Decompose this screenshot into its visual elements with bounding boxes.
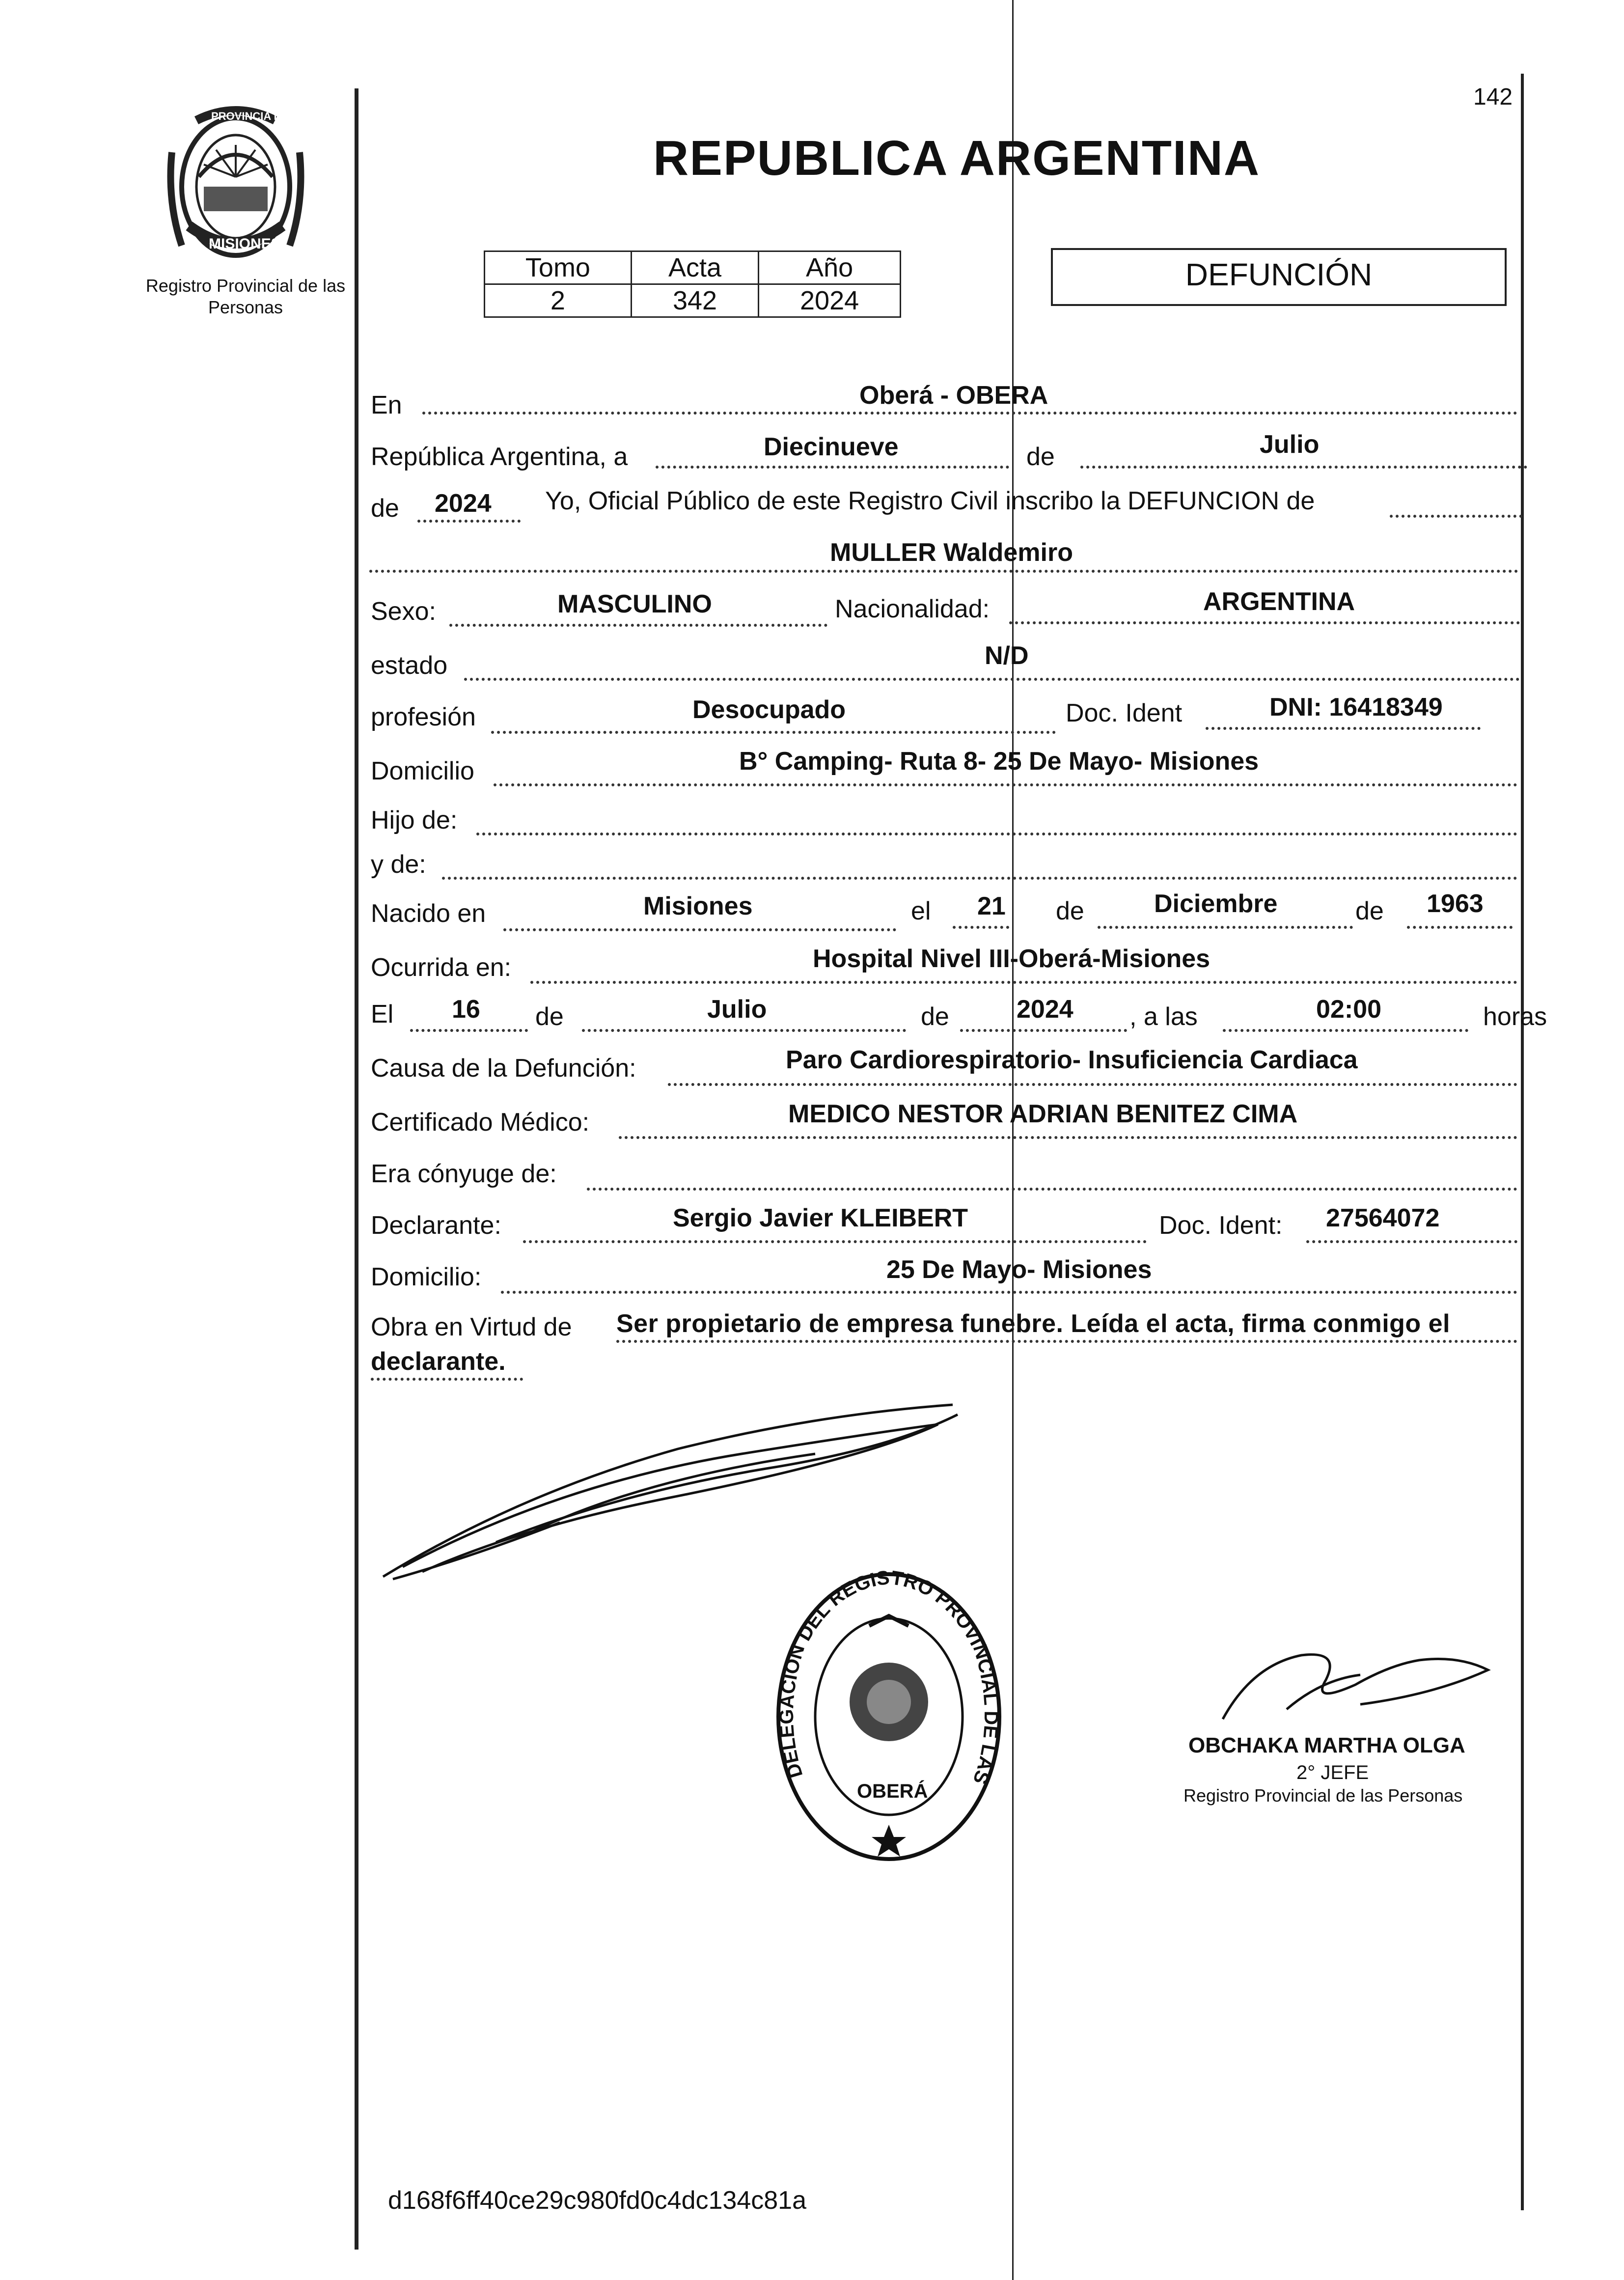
domicilio-dotted-line <box>494 783 1517 786</box>
conyuge-dotted-line <box>587 1188 1517 1191</box>
ocurrida-value: Hospital Nivel III-Oberá-Misiones <box>813 945 1211 973</box>
causa-label: Causa de la Defunción: <box>371 1054 636 1083</box>
obra-value-line1: Ser propietario de empresa funebre. Leída el acta, firma conmigo el <box>616 1309 1451 1338</box>
birth-day-dotted-line <box>953 926 1009 929</box>
nacionalidad-value: ARGENTINA <box>1203 587 1355 616</box>
domicilio-label: Domicilio <box>371 757 474 785</box>
nacionalidad-dotted-line <box>1009 621 1520 624</box>
conyuge-label: Era cónyuge de: <box>371 1160 557 1188</box>
en-dotted-line <box>422 412 1517 415</box>
anio-value: 2024 <box>759 284 901 317</box>
declarant-signature <box>373 1395 963 1591</box>
horas-label: horas <box>1483 1002 1547 1031</box>
republica-label: República Argentina, a <box>371 443 628 471</box>
obra-dotted-line-2 <box>371 1378 523 1381</box>
acta-value: 342 <box>631 284 758 317</box>
center-fold-line <box>1012 0 1014 2280</box>
profesion-label: profesión <box>371 703 476 731</box>
hijo-label: Hijo de: <box>371 806 458 834</box>
ocurrida-label: Ocurrida en: <box>371 953 512 982</box>
official-signature <box>1213 1636 1508 1734</box>
death-time: 02:00 <box>1316 995 1381 1024</box>
death-day-dotted-line <box>410 1029 528 1032</box>
el-label-2: El <box>371 1000 394 1029</box>
birth-year: 1963 <box>1427 890 1484 918</box>
estado-label: estado <box>371 651 448 680</box>
official-name: OBCHAKA MARTHA OLGA <box>1188 1733 1465 1757</box>
nacionalidad-label: Nacionalidad: <box>835 595 990 623</box>
declarante-label: Declarante: <box>371 1211 501 1240</box>
decl-domicilio-dotted-line <box>501 1291 1517 1294</box>
causa-dotted-line <box>668 1083 1517 1086</box>
deceased-name: MULLER Waldemiro <box>830 538 1073 567</box>
doc-value: DNI: 16418349 <box>1269 693 1443 722</box>
record-number-table <box>484 250 901 318</box>
record-type-box: DEFUNCIÓN <box>1051 248 1507 306</box>
year-value: 2024 <box>435 489 492 518</box>
nacido-value: Misiones <box>643 892 753 920</box>
left-border-line <box>355 88 358 2250</box>
decl-doc-dotted-line <box>1306 1240 1517 1243</box>
birth-month: Diciembre <box>1154 890 1278 918</box>
profesion-value: Desocupado <box>692 695 846 724</box>
certificado-label: Certificado Médico: <box>371 1108 590 1137</box>
certificado-dotted-line <box>619 1136 1517 1139</box>
page-title: REPUBLICA ARGENTINA <box>653 131 1261 186</box>
ocurrida-dotted-line <box>530 981 1517 984</box>
day-value: Diecinueve <box>764 433 899 461</box>
doc-label: Doc. Ident <box>1066 699 1183 727</box>
doc-dotted-line <box>1206 727 1481 730</box>
decl-domicilio-value: 25 De Mayo- Misiones <box>886 1255 1152 1284</box>
death-time-dotted-line <box>1223 1029 1468 1032</box>
registry-round-seal <box>773 1569 1004 1864</box>
month-dotted-line <box>1080 466 1527 469</box>
alas-label: , a las <box>1129 1002 1198 1031</box>
decl-doc-value: 27564072 <box>1326 1204 1440 1232</box>
obra-value-line2: declarante. <box>371 1347 506 1376</box>
death-month-dotted-line <box>582 1029 906 1032</box>
logo-text-top: PROVINCIA DE <box>211 110 289 122</box>
birth-day: 21 <box>977 892 1006 920</box>
declarante-dotted-line <box>523 1240 1147 1243</box>
document-hash: d168f6ff40ce29c980fd0c4dc134c81a <box>388 2186 807 2215</box>
inscribo-text: Yo, Oficial Público de este Registro Civil inscribo la DEFUNCION de <box>545 487 1315 515</box>
page-number: 142 <box>1473 84 1513 110</box>
year-label: de <box>371 494 399 523</box>
nacido-label: Nacido en <box>371 899 486 928</box>
estado-dotted-line <box>464 678 1520 681</box>
death-day: 16 <box>452 995 480 1024</box>
profesion-dotted-line <box>491 731 1056 734</box>
yde-label: y de: <box>371 850 426 879</box>
estado-value: N/D <box>985 641 1029 670</box>
seal-ring-text: DELEGACION DEL REGISTRO PROVINCIAL DE LAS <box>775 1569 1002 1787</box>
day-dotted-line <box>656 466 1009 469</box>
official-office: Registro Provincial de las Personas <box>1184 1785 1463 1806</box>
decl-doc-label: Doc. Ident: <box>1159 1211 1283 1240</box>
birth-year-dotted-line <box>1407 926 1513 929</box>
domicilio-value: B° Camping- Ruta 8- 25 De Mayo- Misiones <box>739 747 1259 776</box>
yde-dotted-line <box>442 877 1517 880</box>
anio-header: Año <box>759 251 901 284</box>
en-label: En <box>371 391 402 419</box>
causa-value: Paro Cardiorespiratorio- Insuficiencia Cardiaca <box>786 1046 1358 1074</box>
decl-domicilio-label: Domicilio: <box>371 1263 482 1291</box>
month-value: Julio <box>1260 430 1320 459</box>
inscribo-dotted-line <box>1390 515 1522 518</box>
death-month: Julio <box>707 995 767 1024</box>
de-label-5: de <box>921 1002 949 1031</box>
sexo-value: MASCULINO <box>557 590 712 618</box>
el-label: el <box>911 897 931 925</box>
death-year-dotted-line <box>960 1029 1127 1032</box>
hijo-dotted-line <box>476 833 1517 835</box>
registry-label: Registro Provincial de las Personas <box>145 276 346 317</box>
right-border-line <box>1521 74 1524 2210</box>
logo-text-bottom: MISIONES <box>209 236 281 252</box>
misiones-coat-of-arms <box>162 103 309 265</box>
de-label-4: de <box>535 1002 564 1031</box>
de-label-3: de <box>1355 897 1384 925</box>
obra-label: Obra en Virtud de <box>371 1313 572 1341</box>
seal-city: OBERÁ <box>857 1780 928 1802</box>
birth-month-dotted-line <box>1098 926 1353 929</box>
official-role: 2° JEFE <box>1296 1762 1369 1783</box>
en-value: Oberá - OBERA <box>859 381 1048 410</box>
declarante-value: Sergio Javier KLEIBERT <box>673 1204 968 1232</box>
sexo-dotted-line <box>449 624 827 627</box>
year-dotted-line <box>417 520 521 523</box>
obra-dotted-line-1 <box>616 1340 1517 1343</box>
name-dotted-line <box>369 570 1518 573</box>
nacido-dotted-line <box>503 928 896 931</box>
tomo-header: Tomo <box>485 251 632 284</box>
certificado-value: MEDICO NESTOR ADRIAN BENITEZ CIMA <box>788 1100 1298 1128</box>
tomo-value: 2 <box>485 284 632 317</box>
de-label-2: de <box>1056 897 1084 925</box>
de-label: de <box>1026 443 1055 471</box>
sexo-label: Sexo: <box>371 597 436 626</box>
acta-header: Acta <box>631 251 758 284</box>
death-year: 2024 <box>1017 995 1073 1024</box>
